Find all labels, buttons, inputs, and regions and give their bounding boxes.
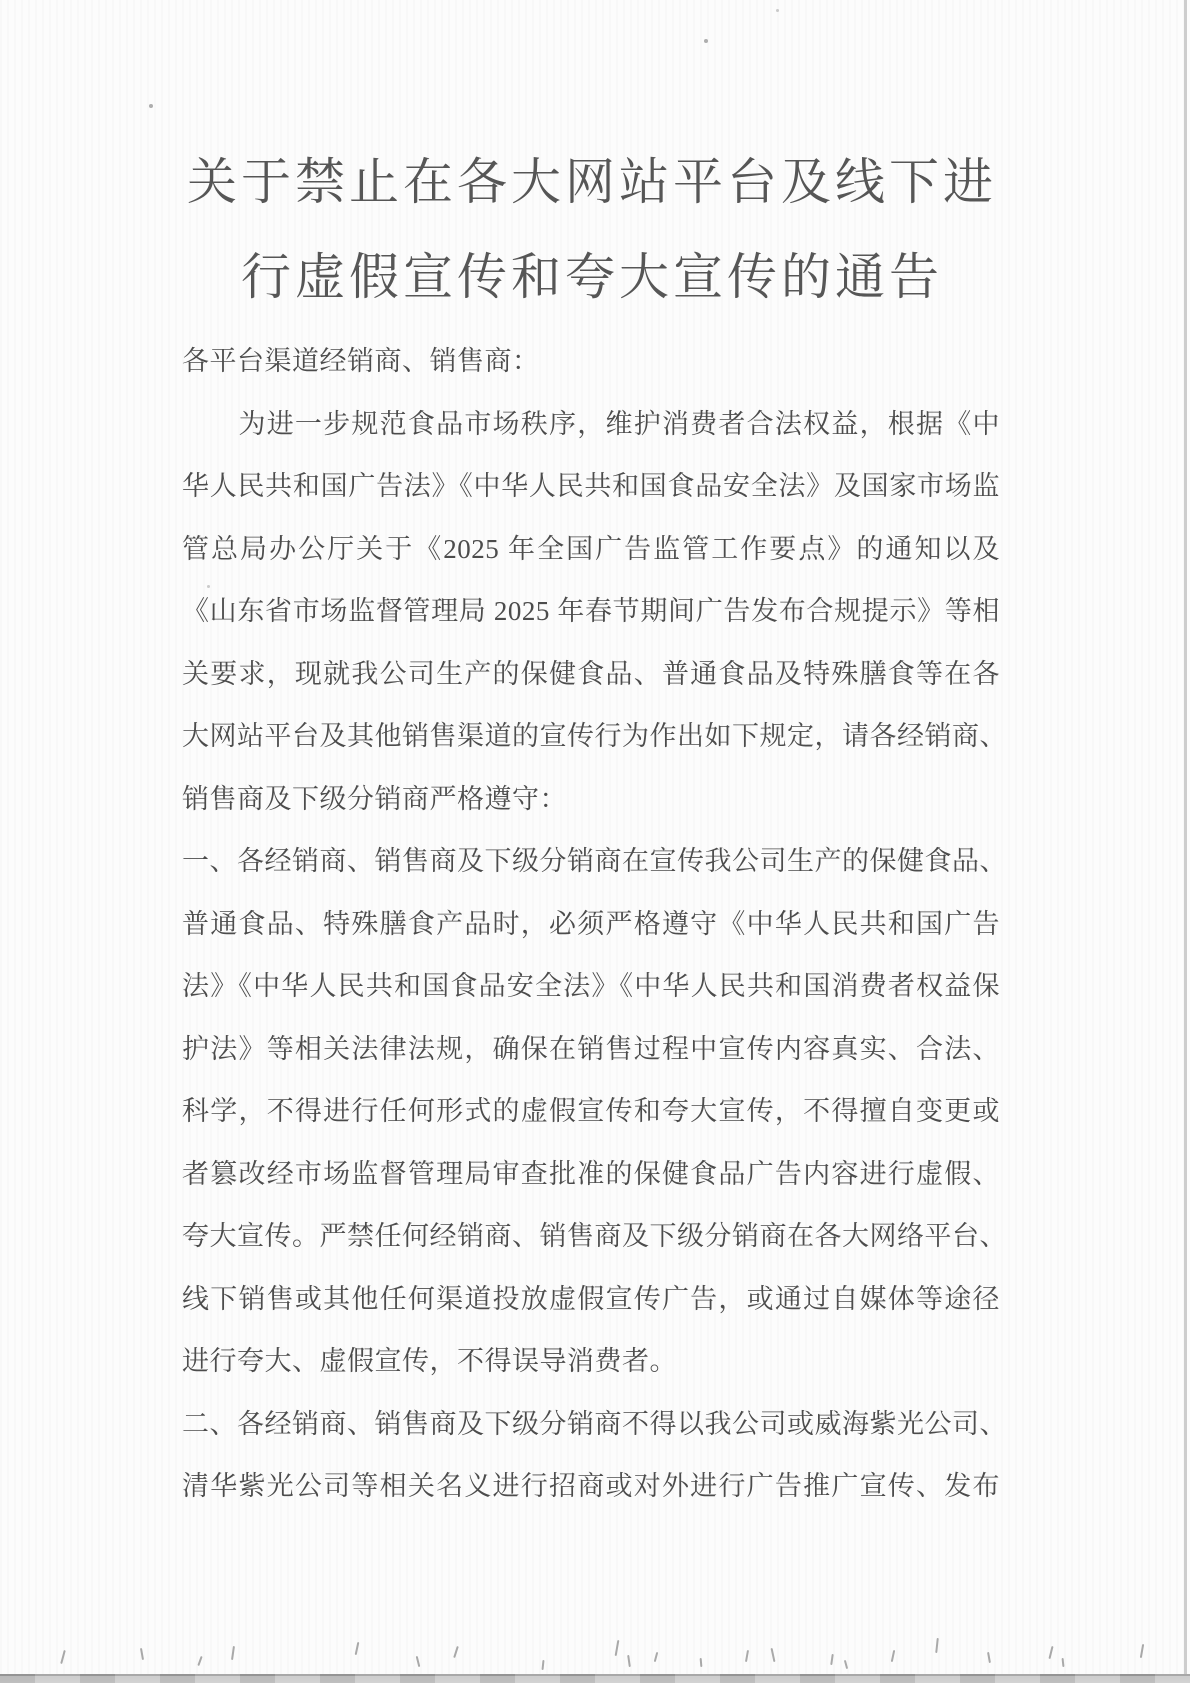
scan-artifact	[987, 1652, 991, 1663]
body-line: 关要求，现就我公司生产的保健食品、普通食品及特殊膳食等在各	[182, 658, 1000, 689]
body-line: 管总局办公厅关于《2025 年全国广告监管工作要点》的通知以及	[182, 533, 1000, 564]
scan-artifact	[60, 1650, 66, 1664]
scan-artifact	[654, 1652, 659, 1662]
body-line: 普通食品、特殊膳食产品时，必须严格遵守《中华人民共和国广告	[182, 908, 1000, 939]
scan-artifact	[231, 1646, 235, 1660]
body-line: 大网站平台及其他销售渠道的宣传行为作出如下规定，请各经销商、	[182, 721, 1007, 751]
scan-artifact	[355, 1642, 360, 1655]
body-line: 者篡改经市场监督管理局审查批准的保健食品广告内容进行虚假、	[182, 1158, 1000, 1189]
body-line: 法》《中华人民共和国食品安全法》《中华人民共和国消费者权益保	[182, 971, 1000, 1001]
scan-artifact	[453, 1646, 459, 1658]
scan-artifact	[771, 1648, 776, 1662]
scan-artifact	[844, 1660, 848, 1669]
body-line: 线下销售或其他任何渠道投放虚假宣传广告，或通过自媒体等途径	[182, 1283, 1000, 1314]
body-line: 销售商及下级分销商严格遵守：	[182, 783, 567, 814]
scan-edge-bottom	[0, 1674, 1190, 1683]
document-body	[182, 330, 1007, 1518]
body-line: 护法》等相关法律法规，确保在销售过程中宣传内容真实、合法、	[182, 1033, 1000, 1064]
scan-artifact	[541, 1660, 544, 1670]
body-line: 清华紫光公司等相关名义进行招商或对外进行广告推广宣传、发布	[182, 1471, 1000, 1501]
scan-artifact	[197, 1656, 202, 1666]
scan-artifact	[627, 1655, 631, 1667]
scan-edge-right	[1184, 0, 1187, 1683]
scan-speck	[776, 9, 779, 12]
scan-artifact	[1140, 1644, 1144, 1658]
body-line: 科学，不得进行任何形式的虚假宣传和夸大宣传，不得擅自变更或	[182, 1096, 1000, 1126]
scan-speck	[149, 104, 153, 108]
body-line: 二、各经销商、销售商及下级分销商不得以我公司或威海紫光公司、	[182, 1408, 1007, 1439]
body-line: 为进一步规范食品市场秩序，维护消费者合法权益，根据《中	[182, 408, 1000, 439]
body-line: 华人民共和国广告法》《中华人民共和国食品安全法》及国家市场监	[182, 471, 1000, 501]
body-line: 进行夸大、虚假宣传，不得误导消费者。	[182, 1346, 677, 1376]
scan-artifact	[700, 1658, 703, 1667]
scan-speck	[704, 39, 708, 43]
scan-speck	[207, 585, 210, 588]
title-line-2: 行虚假宣传和夸大宣传的通告	[241, 249, 943, 305]
body-line: 各平台渠道经销商、销售商：	[182, 346, 540, 376]
scan-artifact	[891, 1650, 895, 1662]
scan-artifact	[935, 1638, 939, 1653]
body-line: 夸大宣传。严禁任何经销商、销售商及下级分销商在各大网络平台、	[182, 1221, 1007, 1251]
document-title	[182, 135, 1002, 325]
scan-artifact	[615, 1640, 620, 1656]
scan-artifact	[1062, 1658, 1065, 1667]
body-line: 《山东省市场监督管理局 2025 年春节期间广告发布合规提示》等相	[182, 596, 1000, 626]
scan-artifact	[416, 1656, 421, 1667]
title-line-1: 关于禁止在各大网站平台及线下进	[187, 154, 997, 210]
scan-artifact	[140, 1648, 144, 1660]
scan-artifact	[1048, 1646, 1053, 1659]
body-line: 一、各经销商、销售商及下级分销商在宣传我公司生产的保健食品、	[182, 846, 1007, 876]
scan-artifact	[745, 1650, 749, 1662]
scan-artifact	[830, 1654, 834, 1665]
